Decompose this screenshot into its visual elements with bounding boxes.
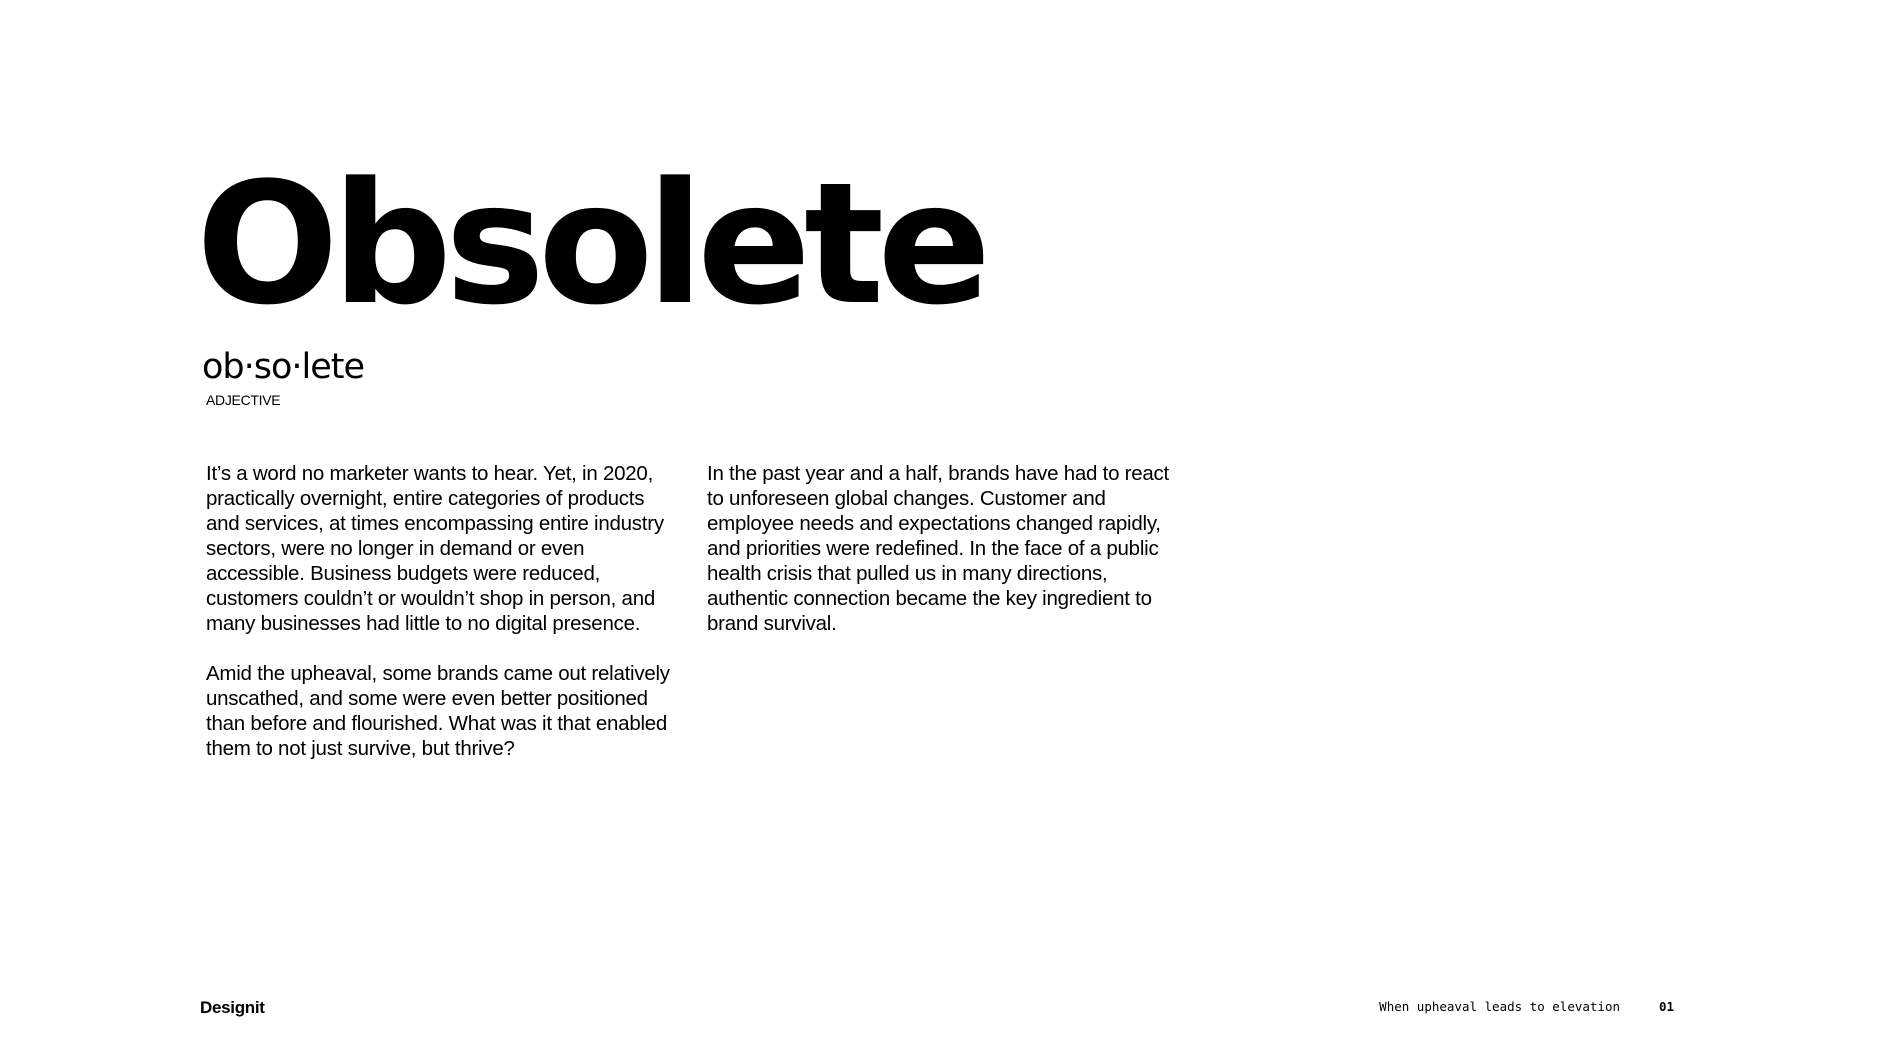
body-paragraph: It’s a word no marketer wants to hear. Yet, in 2020, practically overnight, entire categories of products and services, at times encompassing entire industry sectors, were no longer in demand or even accessible. Business budgets were reduced, customers couldn’t or wouldn’t shop in person, and many businesses had little to no digital presence. bbox=[206, 462, 664, 635]
footer-page-number: 01 bbox=[1659, 999, 1675, 1014]
footer-document-title: When upheaval leads to elevation bbox=[1379, 999, 1620, 1014]
part-of-speech: ADJECTIVE bbox=[206, 392, 281, 408]
body-column-left bbox=[206, 461, 676, 761]
body-paragraph: Amid the upheaval, some brands came out relatively unscathed, and some were even better positioned than before and flourished. What was it that enabled them to not just survive, but thrive? bbox=[206, 662, 670, 760]
pronunciation: ob·so·lete bbox=[202, 347, 365, 387]
body-paragraph: In the past year and a half, brands have had to react to unforeseen global changes. Customer and employee needs and expectations changed rapidly, and priorities were redefined. In the face of a public health crisis that pulled us in many directions, authentic connection became the key ingredient to brand survival. bbox=[707, 462, 1169, 635]
page-title: Obsolete bbox=[196, 146, 985, 342]
body-column-right bbox=[707, 461, 1177, 636]
footer-brand-logo: Designit bbox=[200, 998, 265, 1017]
